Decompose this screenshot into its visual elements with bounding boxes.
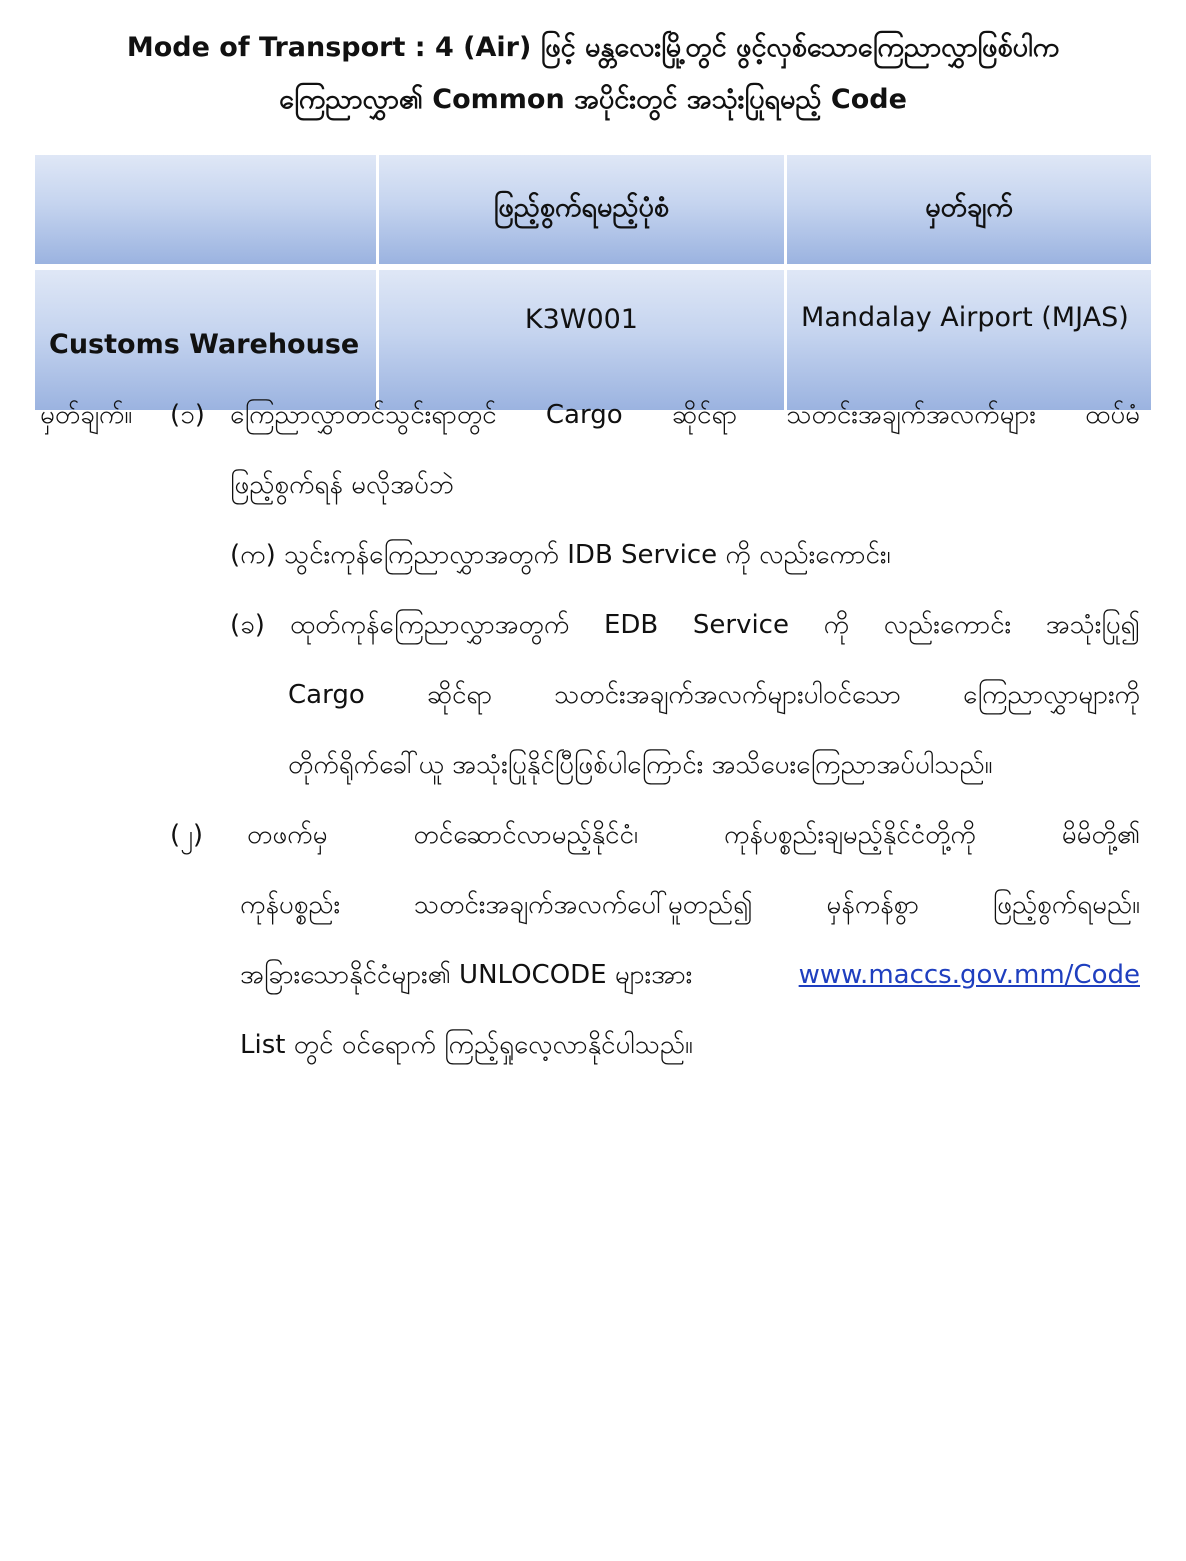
header-cell-empty	[35, 155, 379, 270]
title-line-1: Mode of Transport : 4 (Air) ဖြင့် မန္တလေးမြို့တွင် ဖွင့်လှစ်သောကြေညာလွှာဖြစ်ပါက	[126, 32, 1060, 63]
item-2-text-d: List တွင် ဝင်ရောက် ကြည့်ရှုလေ့လာနိုင်ပါသည်။	[240, 1030, 693, 1060]
code-table	[35, 155, 1151, 416]
item-1-number: (၁)	[170, 400, 205, 430]
title-line-2: ကြေညာလွှာ၏ Common အပိုင်းတွင် အသုံးပြုရမည့် Code	[279, 84, 907, 115]
sub-item-a: (က) သွင်းကုန်ကြေညာလွှာအတွက် IDB Service ကို လည်းကောင်း၊	[230, 540, 891, 570]
sub-item-b-text-a: ထုတ်ကုန်ကြေညာလွှာအတွက် EDB Service ကို လည်းကောင်း အသုံးပြု၍	[290, 610, 1140, 640]
note-label: မှတ်ချက်။	[40, 400, 133, 430]
cell-remark-value: Mandalay Airport (MJAS)	[787, 270, 1151, 416]
sub-item-b-text-b: Cargo ဆိုင်ရာ သတင်းအချက်အလက်များပါဝင်သော ကြေညာလွှာများကို	[288, 680, 1140, 710]
cell-warehouse-label: Customs Warehouse	[35, 270, 379, 416]
header-cell-remark: မှတ်ချက်	[787, 155, 1151, 270]
code-list-link[interactable]: www.maccs.gov.mm/Code	[798, 960, 1140, 990]
item-2-line-c	[240, 940, 1140, 1010]
item-2-text-c: အခြားသောနိုင်ငံများ၏ UNLOCODE များအား	[240, 960, 693, 990]
item-1-text-b: ဖြည့်စွက်ရန် မလိုအပ်ဘဲ	[230, 470, 455, 500]
item-2-text-a: တဖက်မှ တင်ဆောင်လာမည့်နိုင်ငံ၊ ကုန်ပစ္စည်းချမည့်နိုင်ငံတို့ကို မိမိတို့၏	[247, 820, 1140, 850]
sub-item-b-number: (ခ)	[230, 610, 265, 640]
document-title	[40, 22, 1146, 126]
table-header-row	[35, 155, 1151, 270]
cell-code-value: K3W001	[379, 270, 787, 416]
item-1-text-a: ကြေညာလွှာတင်သွင်းရာတွင် Cargo ဆိုင်ရာ သတင်းအချက်အလက်များ ထပ်မံ	[230, 400, 1140, 430]
sub-item-b-text-c: တိုက်ရိုက်ခေါ်ယူ အသုံးပြုနိုင်ပြီဖြစ်ပါကြောင်း အသိပေးကြေညာအပ်ပါသည်။	[288, 750, 993, 780]
item-2-text-b: ကုန်ပစ္စည်း သတင်းအချက်အလက်ပေါ်မူတည်၍ မှန်ကန်စွာ ဖြည့်စွက်ရမည်။	[240, 890, 1140, 920]
header-cell-format: ဖြည့်စွက်ရမည့်ပုံစံ	[379, 155, 787, 270]
item-2-number: (၂)	[170, 820, 204, 850]
